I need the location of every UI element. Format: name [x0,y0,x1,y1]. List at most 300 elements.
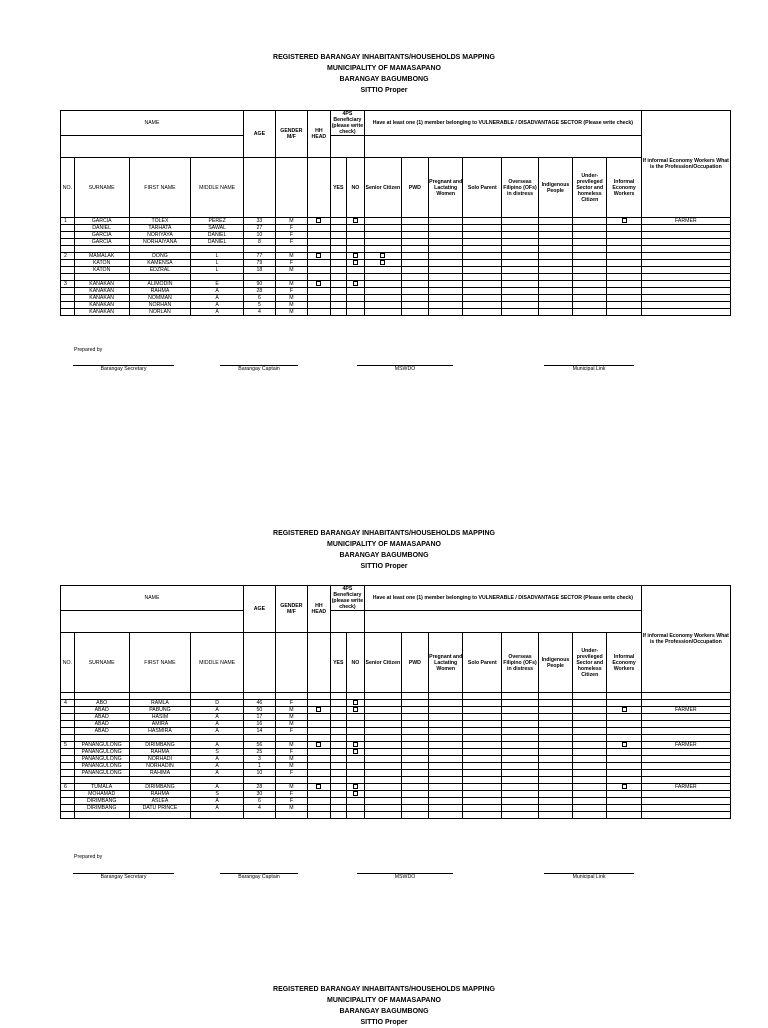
cell-senior-citizen [365,728,402,735]
cell-informal-workers [607,791,641,798]
cell-4ps-yes [330,218,346,225]
cell-underprivileged [573,805,607,812]
cell-ofw [502,707,539,714]
cell-no [61,232,75,239]
cell-4ps-no [346,770,364,777]
cell-4ps-no [346,700,364,707]
cell-4ps-yes [330,239,346,246]
cell-gender: F [275,728,307,735]
header-spacer [275,633,307,693]
cell-gender: M [275,309,307,316]
header-solo-parent: Solo Parent [463,158,502,218]
signature-barangay-captain: Barangay Captain [220,365,298,372]
header-informal-workers: Informal Economy Workers [607,158,641,218]
cell-4ps-no [346,749,364,756]
cell-first-name: DONG [129,253,191,260]
cell-middle-name: DANIEL [191,239,244,246]
title-line-1: REGISTERED BARANGAY INHABITANTS/HOUSEHOLDS MAPPING [273,986,495,993]
cell-middle-name: D [191,700,244,707]
header-pwd: PWD [401,633,428,693]
cell-4ps-no [346,798,364,805]
cell-no: 2 [61,253,75,260]
cell-age: 5 [243,302,275,309]
cell-indigenous [538,260,572,267]
cell-underprivileged [573,742,607,749]
cell-solo-parent [463,218,502,225]
cell-pregnant [429,295,463,302]
cell-surname: TUMALA [74,784,129,791]
header-senior-citizen: Senior Citizen [365,158,402,218]
cell-indigenous [538,714,572,721]
cell-middle-name: A [191,714,244,721]
cell-pregnant [429,770,463,777]
cell-senior-citizen [365,749,402,756]
cell-underprivileged [573,756,607,763]
cell-informal-workers [607,302,641,309]
cell-4ps-no [346,784,364,791]
cell-underprivileged [573,239,607,246]
cell-solo-parent [463,700,502,707]
cell-solo-parent [463,302,502,309]
cell-pregnant [429,267,463,274]
header-pregnant-lactating: Pregnant and Lactating Women [429,633,463,693]
header-spacer [330,611,364,633]
cell-gender: M [275,763,307,770]
cell-no [61,239,75,246]
cell-indigenous [538,791,572,798]
form-page-2 [0,528,768,572]
cell-age: 3 [243,756,275,763]
cell-senior-citizen [365,742,402,749]
cell-indigenous [538,218,572,225]
cell-indigenous [538,763,572,770]
cell-middle-name: A [191,763,244,770]
header-spacer [365,611,642,633]
cell-ofw [502,288,539,295]
cell-informal-workers [607,784,641,791]
cell-underprivileged [573,302,607,309]
cell-senior-citizen [365,707,402,714]
cell-4ps-no [346,232,364,239]
cell-profession [641,260,730,267]
cell-indigenous [538,770,572,777]
table-row-blank [61,777,731,784]
signature-barangay-captain: Barangay Captain [220,873,298,880]
title-line-1: REGISTERED BARANGAY INHABITANTS/HOUSEHOLDS MAPPING [273,54,495,61]
cell-ofw [502,295,539,302]
cell-profession [641,763,730,770]
cell-indigenous [538,232,572,239]
cell-middle-name: A [191,784,244,791]
cell-4ps-yes [330,302,346,309]
cell-informal-workers [607,805,641,812]
cell-informal-workers [607,770,641,777]
cell-senior-citizen [365,763,402,770]
cell-age: 8 [243,239,275,246]
cell-first-name: HASMIRA [129,728,191,735]
cell-solo-parent [463,805,502,812]
cell-gender: M [275,707,307,714]
header-4ps: 4PS Beneficiary (please write check) [331,111,364,135]
cell-informal-workers [607,288,641,295]
cell-first-name: PABUNG [129,707,191,714]
cell-indigenous [538,267,572,274]
cell-middle-name: A [191,707,244,714]
cell-first-name: TOLEX [129,218,191,225]
header-vulnerable-sector: Have at least one (1) member belonging to VULNERABLE / DISADVANTAGE SECTOR (Please write check) [365,111,642,136]
checkbox-icon [380,260,385,265]
cell-senior-citizen [365,700,402,707]
cell-senior-citizen [365,770,402,777]
cell-4ps-no [346,239,364,246]
cell-middle-name: DANIEL [191,232,244,239]
header-gender: GENDER M/F [275,111,307,158]
table-row [61,791,731,798]
cell-age: 1 [243,763,275,770]
cell-no [61,309,75,316]
checkbox-icon [353,707,358,712]
cell-4ps-yes [330,281,346,288]
cell-ofw [502,728,539,735]
cell-first-name: NORHADIN [129,763,191,770]
cell-4ps-yes [330,295,346,302]
cell-age: 18 [243,267,275,274]
cell-underprivileged [573,218,607,225]
cell-pwd [401,763,428,770]
table-row [61,707,731,714]
cell-ofw [502,756,539,763]
cell-pwd [401,742,428,749]
cell-ofw [502,714,539,721]
cell-pregnant [429,288,463,295]
table-row [61,798,731,805]
header-spacer [365,136,642,158]
cell-4ps-yes [330,700,346,707]
cell-age: 28 [243,288,275,295]
cell-senior-citizen [365,721,402,728]
cell-underprivileged [573,749,607,756]
cell-no: 6 [61,784,75,791]
cell-profession [641,267,730,274]
cell-middle-name: L [191,253,244,260]
cell-first-name: NORIYAYA [129,232,191,239]
cell-ofw [502,742,539,749]
cell-no [61,260,75,267]
cell-pregnant [429,260,463,267]
cell-4ps-yes [330,770,346,777]
cell-4ps-yes [330,728,346,735]
table-row [61,239,731,246]
cell-4ps-no [346,714,364,721]
checkbox-icon [316,707,321,712]
cell-hh-head [307,700,330,707]
checkbox-icon [316,281,321,286]
prepared-by-label: Prepared by [74,347,103,353]
cell-pwd [401,756,428,763]
title-line-2: MUNICIPALITY OF MAMASAPANO [327,997,441,1004]
cell-surname: DIRIMBANG [74,798,129,805]
cell-surname: DANIEL [74,225,129,232]
cell-4ps-no [346,707,364,714]
checkbox-icon [622,707,627,712]
cell-4ps-no [346,742,364,749]
cell-4ps-yes [330,225,346,232]
cell-middle-name: A [191,295,244,302]
table-row [61,770,731,777]
header-spacer [307,158,330,218]
cell-senior-citizen [365,805,402,812]
checkbox-icon [353,700,358,705]
cell-hh-head [307,756,330,763]
checkbox-icon [316,742,321,747]
cell-ofw [502,784,539,791]
signature-barangay-secretary: Barangay Secretary [73,365,174,372]
header-senior-citizen: Senior Citizen [365,633,402,693]
cell-indigenous [538,295,572,302]
cell-gender: F [275,749,307,756]
title-line-2: MUNICIPALITY OF MAMASAPANO [327,541,441,548]
cell-underprivileged [573,288,607,295]
cell-first-name: RAHMA [129,791,191,798]
cell-indigenous [538,721,572,728]
cell-solo-parent [463,707,502,714]
header-profession: If informal Economy Workers What is the Profession/Occupation [641,111,730,218]
table-row [61,728,731,735]
header-no: NO. [61,633,75,693]
header-spacer [243,633,275,693]
cell-pregnant [429,239,463,246]
cell-gender: M [275,756,307,763]
cell-pwd [401,728,428,735]
cell-gender: F [275,700,307,707]
cell-informal-workers [607,295,641,302]
cell-4ps-no [346,218,364,225]
cell-senior-citizen [365,267,402,274]
cell-hh-head [307,267,330,274]
cell-gender: F [275,791,307,798]
cell-pregnant [429,281,463,288]
header-first-name: FIRST NAME [129,633,191,693]
cell-no: 4 [61,700,75,707]
cell-underprivileged [573,798,607,805]
cell-middle-name: E [191,281,244,288]
cell-first-name: RAHMA [129,749,191,756]
cell-pregnant [429,763,463,770]
cell-4ps-yes [330,805,346,812]
cell-profession: FARMER [641,784,730,791]
header-no: NO. [61,158,75,218]
table-row [61,721,731,728]
cell-middle-name: A [191,798,244,805]
cell-4ps-yes [330,288,346,295]
cell-4ps-no [346,728,364,735]
checkbox-icon [316,784,321,789]
cell-pregnant [429,714,463,721]
cell-pregnant [429,232,463,239]
cell-pregnant [429,784,463,791]
cell-surname: ABAD [74,721,129,728]
cell-underprivileged [573,281,607,288]
cell-first-name: HASIM [129,714,191,721]
cell-ofw [502,239,539,246]
cell-informal-workers [607,253,641,260]
cell-surname: MOHAMAD [74,791,129,798]
header-vulnerable-sector: Have at least one (1) member belonging to VULNERABLE / DISADVANTAGE SECTOR (Please write check) [365,586,642,611]
cell-pwd [401,295,428,302]
cell-surname: ABO [74,700,129,707]
cell-senior-citizen [365,295,402,302]
cell-surname: ABAD [74,714,129,721]
cell-age: 16 [243,721,275,728]
cell-no [61,714,75,721]
cell-informal-workers [607,749,641,756]
checkbox-icon [353,749,358,754]
header-spacer [243,158,275,218]
checkbox-icon [353,791,358,796]
cell-profession [641,791,730,798]
cell-pwd [401,225,428,232]
cell-senior-citizen [365,791,402,798]
cell-pregnant [429,791,463,798]
cell-first-name: RAHMA [129,288,191,295]
header-surname: SURNAME [74,158,129,218]
cell-pwd [401,700,428,707]
cell-first-name: NORLAN [129,309,191,316]
cell-middle-name: A [191,756,244,763]
cell-pwd [401,253,428,260]
cell-solo-parent [463,714,502,721]
cell-ofw [502,700,539,707]
cell-solo-parent [463,742,502,749]
cell-solo-parent [463,309,502,316]
cell-solo-parent [463,784,502,791]
cell-no [61,770,75,777]
cell-profession [641,700,730,707]
cell-age: 33 [243,218,275,225]
header-underprivileged: Under-previleged Sector and homeless Citizen [573,158,607,218]
cell-profession [641,253,730,260]
cell-no: 1 [61,218,75,225]
header-first-name: FIRST NAME [129,158,191,218]
cell-underprivileged [573,728,607,735]
cell-no: 3 [61,281,75,288]
title-line-4: SITTIO Proper [360,563,408,570]
registry-table-2 [60,585,731,819]
header-surname: SURNAME [74,633,129,693]
cell-profession [641,288,730,295]
cell-hh-head [307,742,330,749]
cell-gender: F [275,239,307,246]
cell-informal-workers [607,232,641,239]
header-informal-workers: Informal Economy Workers [607,633,641,693]
cell-hh-head [307,309,330,316]
title-line-3: BARANGAY BAGUMBONG [339,76,429,83]
cell-first-name: NOMMAN [129,295,191,302]
cell-senior-citizen [365,232,402,239]
cell-pregnant [429,742,463,749]
cell-4ps-no [346,791,364,798]
cell-indigenous [538,253,572,260]
cell-ofw [502,309,539,316]
cell-4ps-no [346,267,364,274]
cell-middle-name: S [191,791,244,798]
cell-profession [641,798,730,805]
cell-surname: KANAKAN [74,295,129,302]
title-line-4: SITTIO Proper [360,1019,408,1026]
cell-indigenous [538,225,572,232]
cell-pregnant [429,225,463,232]
cell-4ps-no [346,225,364,232]
cell-informal-workers [607,728,641,735]
cell-age: 25 [243,749,275,756]
cell-hh-head [307,763,330,770]
cell-solo-parent [463,225,502,232]
cell-pregnant [429,707,463,714]
cell-surname: PANANGULONG [74,763,129,770]
checkbox-icon [622,784,627,789]
cell-gender: F [275,288,307,295]
cell-underprivileged [573,763,607,770]
checkbox-icon [380,253,385,258]
cell-pwd [401,805,428,812]
cell-gender: M [275,714,307,721]
cell-pregnant [429,302,463,309]
cell-senior-citizen [365,288,402,295]
header-underprivileged: Under-previleged Sector and homeless Citizen [573,633,607,693]
cell-hh-head [307,749,330,756]
title-line-2: MUNICIPALITY OF MAMASAPANO [327,65,441,72]
cell-gender: M [275,253,307,260]
cell-pwd [401,749,428,756]
header-name: NAME [61,586,244,611]
cell-solo-parent [463,281,502,288]
cell-age: 14 [243,728,275,735]
cell-no [61,749,75,756]
header-4ps: 4PS Beneficiary (please write check) [331,586,364,610]
cell-gender: F [275,770,307,777]
cell-profession [641,225,730,232]
cell-gender: M [275,218,307,225]
cell-4ps-yes [330,260,346,267]
cell-underprivileged [573,714,607,721]
cell-no [61,267,75,274]
cell-no [61,798,75,805]
cell-pwd [401,770,428,777]
cell-hh-head [307,288,330,295]
cell-middle-name: L [191,267,244,274]
cell-underprivileged [573,309,607,316]
table-row [61,805,731,812]
cell-first-name: DIRIMBANG [129,742,191,749]
cell-age: 4 [243,805,275,812]
header-spacer [307,633,330,693]
cell-4ps-yes [330,756,346,763]
cell-solo-parent [463,756,502,763]
header-indigenous: Indigenous People [538,633,572,693]
cell-middle-name: A [191,728,244,735]
cell-4ps-yes [330,763,346,770]
cell-indigenous [538,700,572,707]
cell-informal-workers [607,239,641,246]
cell-pwd [401,791,428,798]
checkbox-icon [353,784,358,789]
cell-no [61,288,75,295]
cell-profession [641,749,730,756]
cell-surname: KANAKAN [74,302,129,309]
table-row [61,700,731,707]
cell-age: 90 [243,281,275,288]
cell-hh-head [307,260,330,267]
